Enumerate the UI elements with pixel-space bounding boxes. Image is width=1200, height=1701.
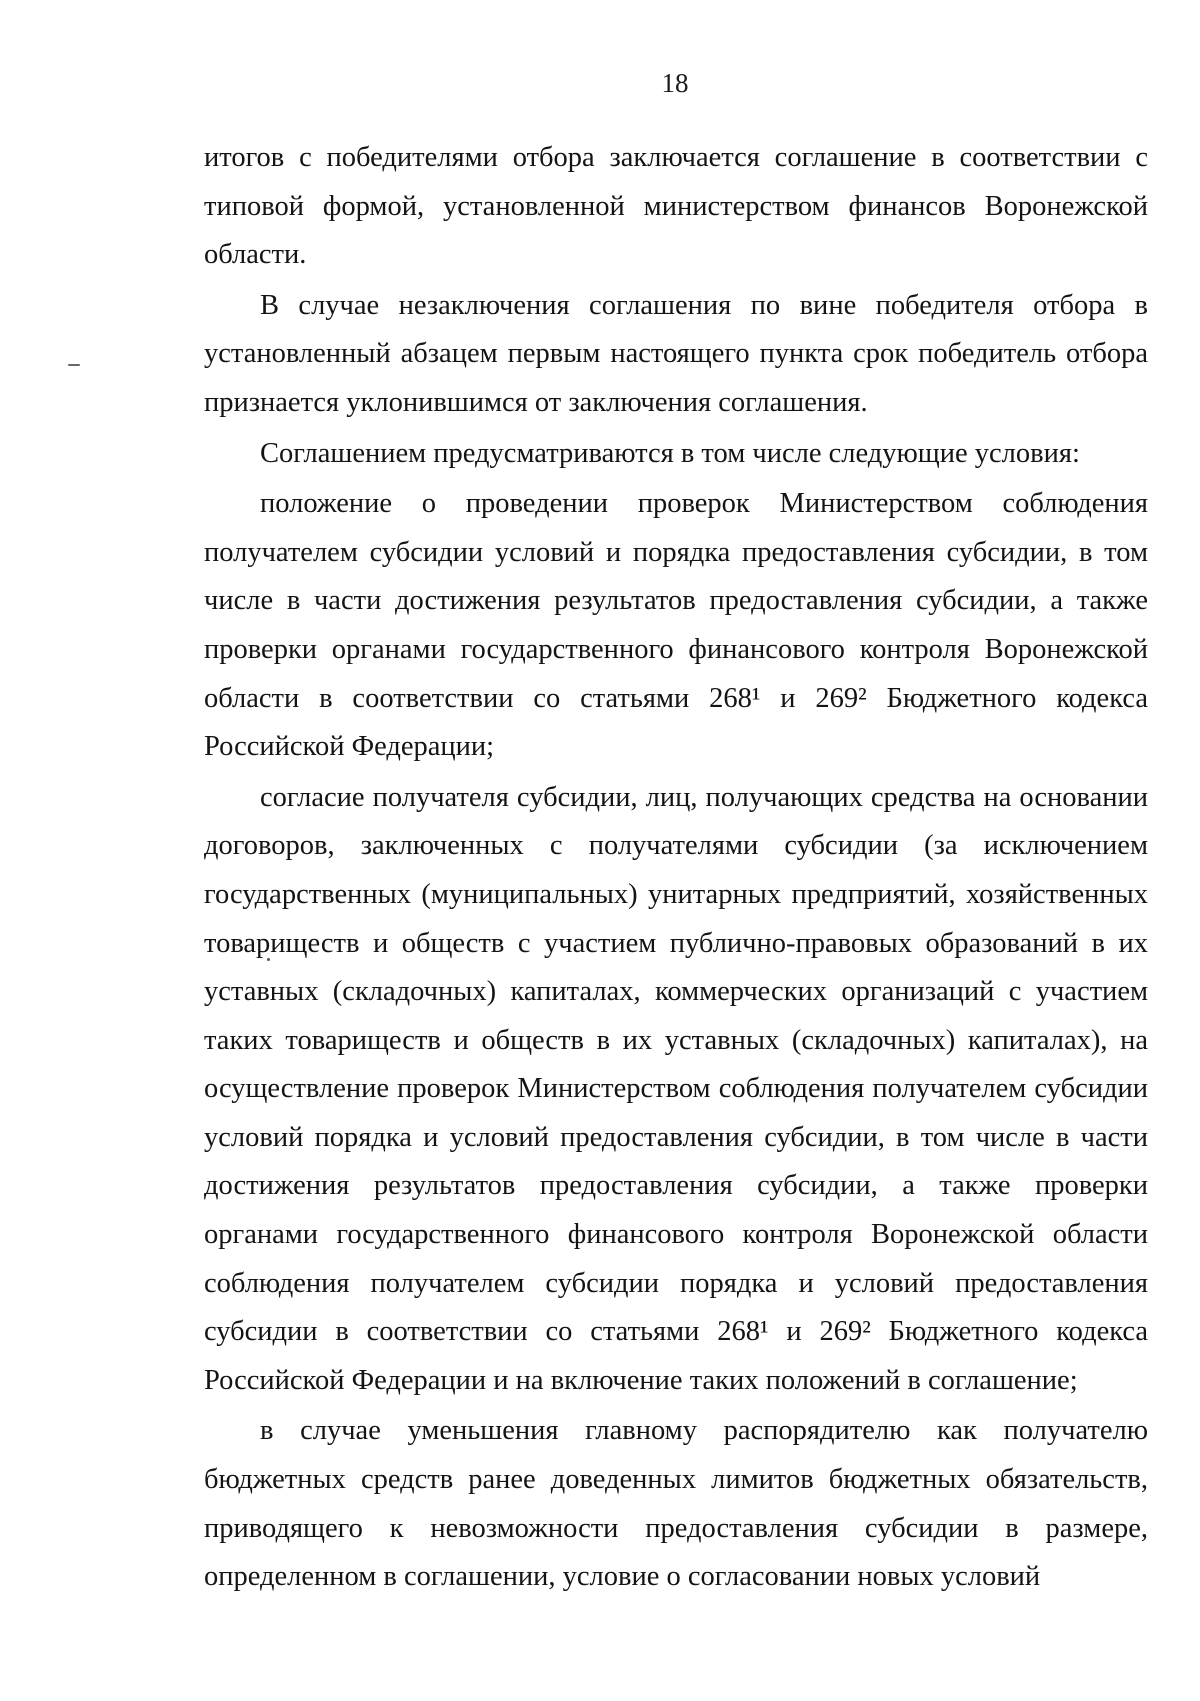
- document-body: [204, 134, 1148, 1602]
- page-number: 18: [661, 68, 689, 98]
- paragraph-consent: согласие получателя субсидии, лиц, получающих средства на основании договоров, заключенных с получателями субсидии (за исключением государственных (муниципальных) унитарных предприятий, хозяйственных товариществ и обществ с участием публично-правовых образований в их уставных (складочных) капиталах, коммерческих организаций с участием таких товариществ и обществ в их уставных (складочных) капиталах), на осуществление проверок Министерством соблюдения получателем субсидии условий порядка и условий предоставления субсидии, в том числе в части достижения результатов предоставления субсидии, а также проверки органами государственного финансового контроля Воронежской области соблюдения получателем субсидии порядка и условий предоставления субсидии в соответствии со статьями 268¹ и 269² Бюджетного кодекса Российской Федерации и на включение таких положений в соглашение;: [204, 781, 1148, 1396]
- paragraph-continuation: итогов с победителями отбора заключается соглашение в соответствии с типовой формой, установленной министерством финансов Воронежской области.: [204, 142, 1148, 271]
- paragraph-agreement-conditions: Соглашением предусматриваются в том числе следующие условия:: [260, 437, 1080, 469]
- paragraph-non-conclusion: В случае незаключения соглашения по вине победителя отбора в установленный абзацем первым настоящего пункта срок победитель отбора признается уклонившимся от заключения соглашения.: [204, 289, 1148, 418]
- paragraph-inspections: положение о проведении проверок Министерством соблюдения получателем субсидии условий и порядка предоставления субсидии, в том числе в части достижения результатов предоставления субсидии, а также проверки органами государственного финансового контроля Воронежской области в соответствии со статьями 268¹ и 269² Бюджетного кодекса Российской Федерации;: [204, 488, 1148, 763]
- paragraph-limits-reduction: в случае уменьшения главному распорядителю как получателю бюджетных средств ранее доведенных лимитов бюджетных обязательств, приводящего к невозможности предоставления субсидии в размере, определенном в соглашении, условие о согласовании новых условий: [204, 1415, 1148, 1593]
- scan-artifact-mark: [68, 364, 80, 366]
